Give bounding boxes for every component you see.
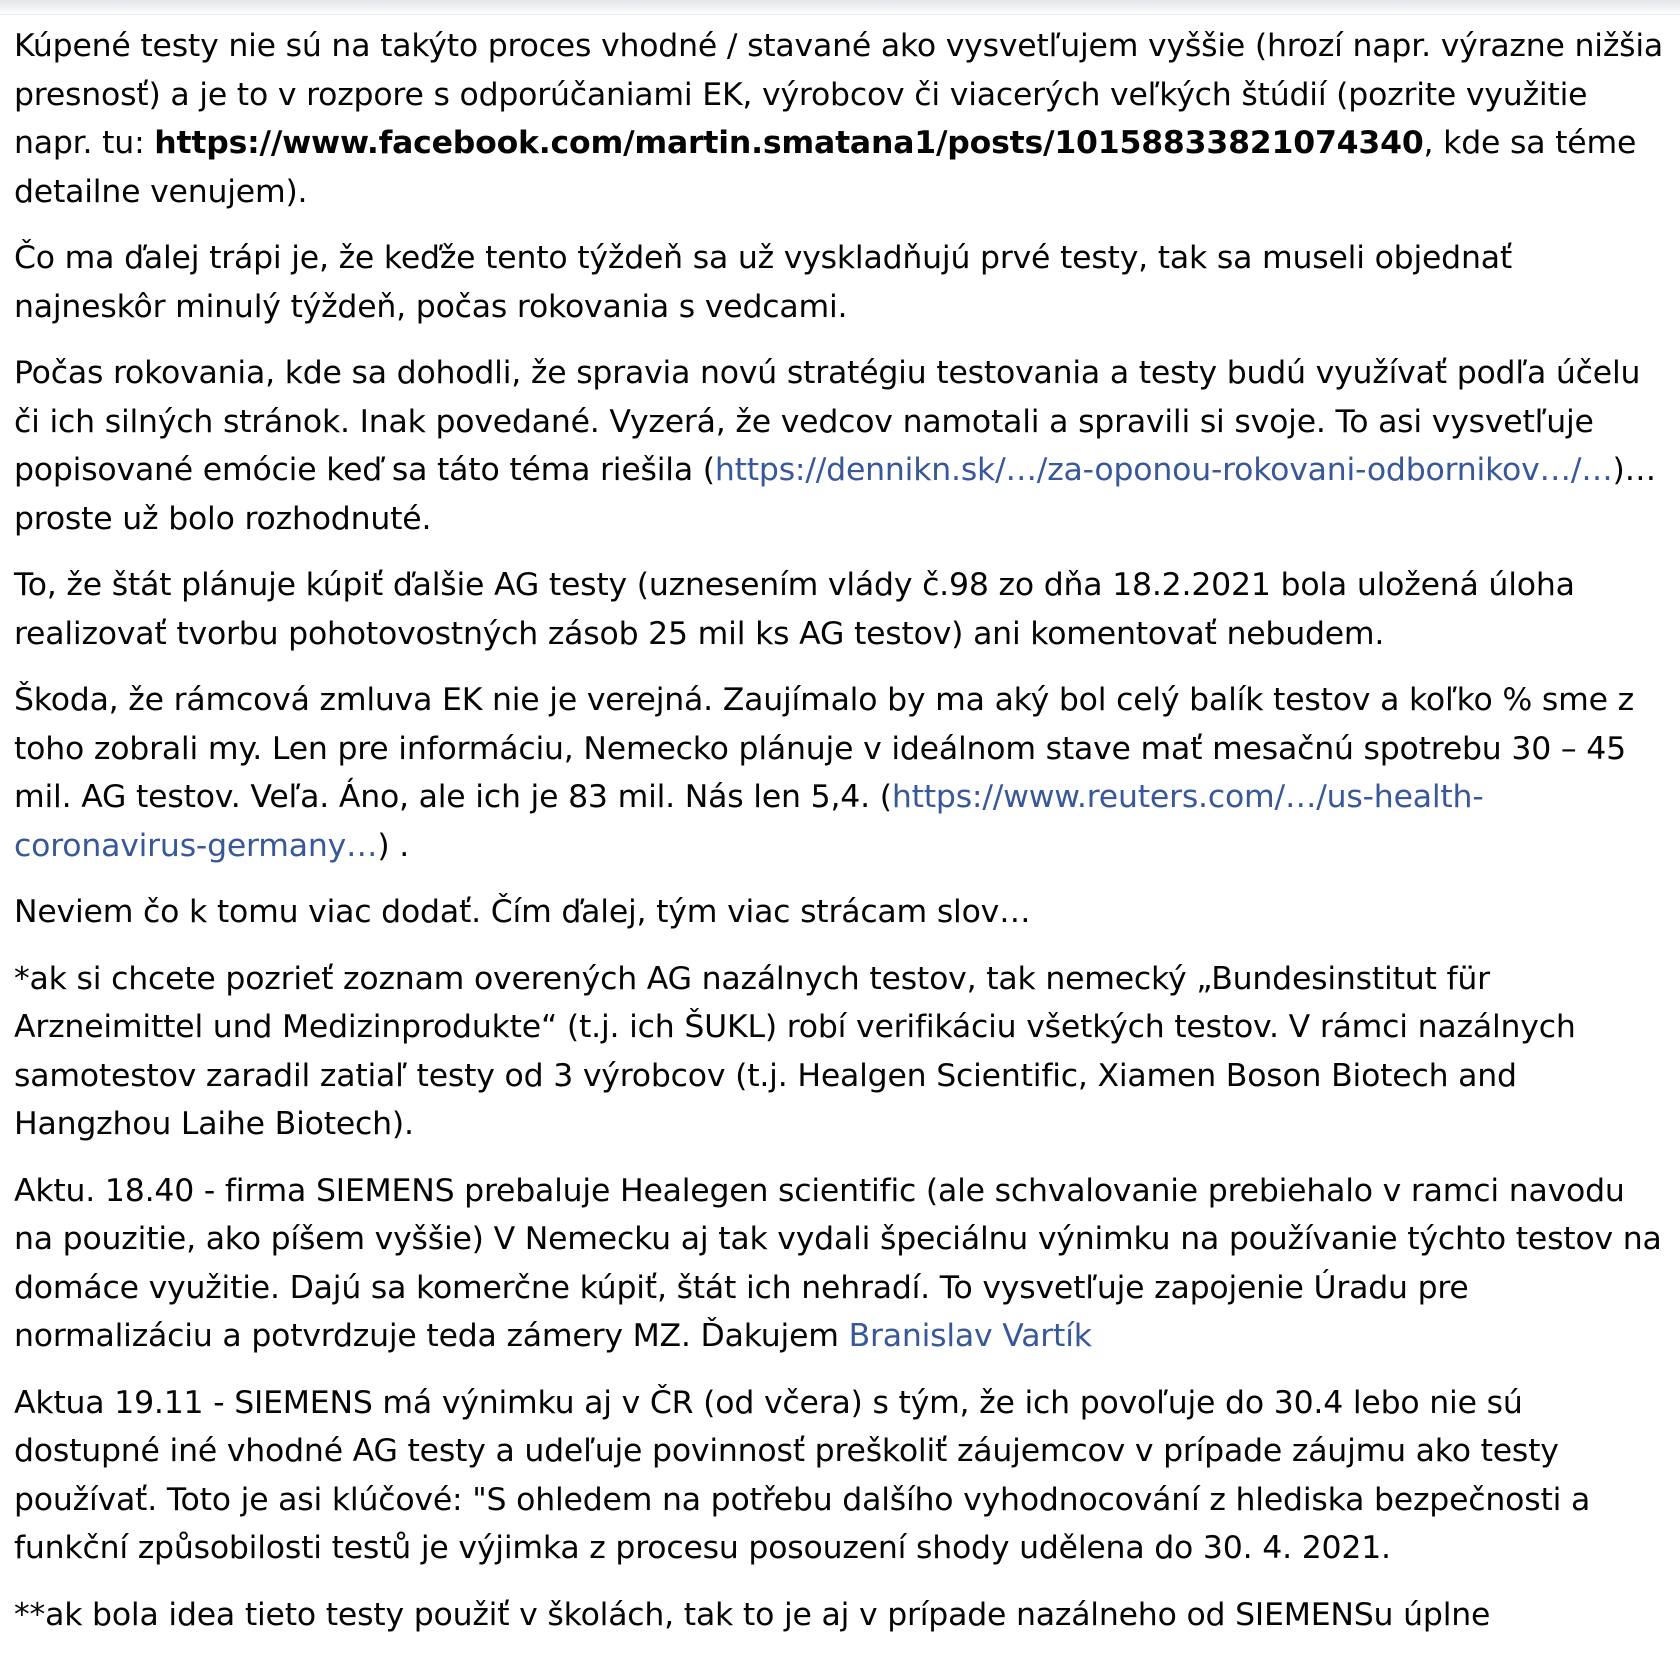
paragraph-6: Neviem čo k tomu viac dodať. Čím ďalej, tým viac strácam slov…	[14, 894, 1031, 930]
paragraph-8-text-a: Aktu. 18.40 - firma SIEMENS prebaluje Healegen scientific (ale schvalovanie prebiehalo v ramci navodu na pouzitie, ako píšem vyššie) V Nemecku aj tak vydali špeciálnu výnimku na používanie týchto testov na domáce využitie. Dajú sa komerčne kúpiť, štát ich nehradí. To vysvetľuje zapojenie Úradu pre normalizáciu a potvrdzuje teda zámery MZ. Ďakujem	[14, 1172, 1662, 1354]
paragraph-5	[14, 676, 1666, 870]
mention-link[interactable]: Branislav Vartík	[848, 1318, 1092, 1354]
paragraph-3-text-a: Počas rokovania, kde sa dohodli, že spravia novú stratégiu testovania a testy budú využívať podľa účelu či ich silných stránok. Inak povedané. Vyzerá, že vedcov namotali a spravili si svoje. To asi vysvetľuje popisované emócie keď sa táto téma riešila (	[14, 355, 1641, 488]
facebook-post-link[interactable]: https://www.facebook.com/martin.smatana1/posts/10158833821074340	[154, 125, 1424, 161]
paragraph-1-text-b: , kde sa téme detailne venujem).	[14, 125, 1637, 210]
reuters-link[interactable]: https://www.reuters.com/…/us-health-coronavirus-germany…	[14, 779, 1484, 864]
paragraph-3	[14, 349, 1666, 543]
post-body	[14, 22, 1666, 1657]
paragraph-10: **ak bola idea tieto testy použiť v školách, tak to je aj v prípade nazálneho od SIEMENSu úplne	[14, 1596, 1491, 1633]
paragraph-3-text-b: )… proste už bolo rozhodnuté.	[14, 452, 1656, 537]
top-divider	[0, 0, 1680, 15]
paragraph-4: To, že štát plánuje kúpiť ďalšie AG testy (uznesením vlády č.98 zo dňa 18.2.2021 bola uložená úloha realizovať tvorbu pohotovostných zásob 25 mil ks AG testov) ani komentovať nebudem.	[14, 567, 1575, 652]
paragraph-1-text-a: Kúpené testy nie sú na takýto proces vhodné / stavané ako vysvetľujem vyššie (hrozí napr. výrazne nižšia presnosť) a je to v rozpore s odporúčaniami EK, výrobcov či viacerých veľkých štúdií (pozrite využitie napr. tu:	[14, 28, 1664, 161]
paragraph-7: *ak si chcete pozrieť zoznam overených AG nazálnych testov, tak nemecký „Bundesinstitut für Arzneimittel und Medizinprodukte“ (t.j. ich ŠUKL) robí verifikáciu všetkých testov. V rámci nazálnych samotestov zaradil zatiaľ testy od 3 výrobcov (t.j. Healgen Scientific, Xiamen Boson Biotech and Hangzhou Laihe Biotech).	[14, 960, 1576, 1142]
paragraph-9: Aktua 19.11 - SIEMENS má výnimku aj v ČR (od včera) s tým, že ich povoľuje do 30.4 lebo nie sú dostupné iné vhodné AG testy a udeľuje povinnosť preškoliť záujemcov v prípade záujmu ako testy používať. Toto je asi klúčové: "S ohledem na potřebu dalšího vyhodnocování z hlediska bezpečnosti a funkční způsobilosti testů je výjimka z procesu posouzení shody udělena do 30. 4. 2021.	[14, 1384, 1591, 1566]
paragraph-5-text-b: ) .	[377, 827, 410, 864]
paragraph-2: Čo ma ďalej trápi je, že keďže tento týždeň sa už vyskladňujú prvé testy, tak sa museli objednať najneskôr minulý týždeň, počas rokovania s vedcami.	[14, 240, 1512, 325]
paragraph-5-text-a: Škoda, že rámcová zmluva EK nie je verejná. Zaujímalo by ma aký bol celý balík testov a koľko % sme z toho zobrali my. Len pre informáciu, Nemecko plánuje v ideálnom stave mať mesačnú spotrebu 30 – 45 mil. AG testov. Veľa. Áno, ale ich je 83 mil. Nás len 5,4. (	[14, 682, 1634, 815]
paragraph-1	[14, 22, 1666, 216]
paragraph-8	[14, 1167, 1666, 1361]
dennikn-link[interactable]: https://dennikn.sk/…/za-oponou-rokovani-odbornikov…/…	[714, 452, 1613, 488]
